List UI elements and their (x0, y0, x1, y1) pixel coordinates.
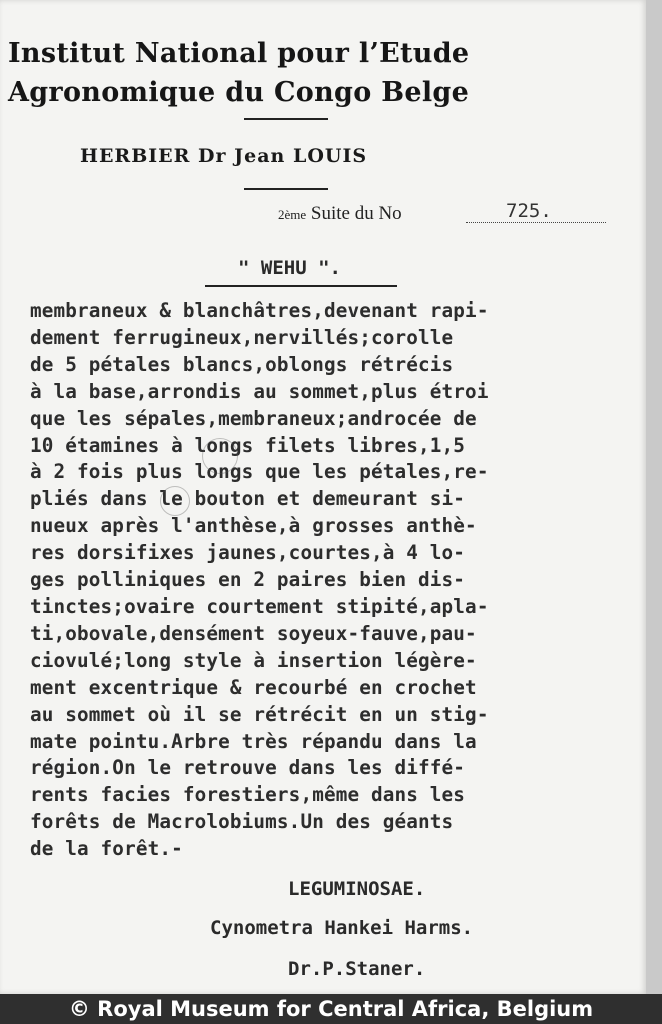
description-line: nueux après l'anthèse,à grosses anthè- (30, 514, 477, 538)
description-line: rents facies forestiers,même dans les (30, 783, 466, 807)
collector-name: Dr.P.Staner. (288, 958, 426, 980)
description-line: forêts de Macrolobiums.Un des géants (30, 810, 454, 834)
suite-superscript: 2ème (278, 207, 307, 222)
institute-line-1: Institut National pour l’Etude (8, 38, 470, 69)
description-line: région.On le retrouve dans les diffé- (30, 756, 466, 780)
description-line: que les sépales,membraneux;androcée de (30, 406, 477, 430)
description-line: au sommet où il se rétrécit en un stig- (30, 702, 489, 726)
description-line: pliés dans le bouton et demeurant si- (30, 487, 466, 511)
name-underline (205, 285, 397, 287)
description-line: membraneux & blanchâtres,devenant rapi- (30, 299, 489, 322)
header-divider-2 (244, 188, 328, 190)
family-name: LEGUMINOSAE. (288, 878, 426, 900)
header-divider-1 (244, 118, 328, 120)
faint-stamp-mark (160, 486, 190, 516)
description-line: 10 étamines à longs filets libres,1,5 (30, 433, 466, 457)
description-line: de la forêt.- (30, 837, 183, 861)
species-name: Cynometra Hankei Harms. (210, 917, 474, 939)
copyright-footer: © Royal Museum for Central Africa, Belgium (0, 994, 662, 1024)
description-line: tinctes;ovaire courtement stipité,apla- (30, 594, 489, 618)
description-line: à la base,arrondis au sommet,plus étroi (30, 379, 489, 403)
description-line: ment excentrique & recourbé en crochet (30, 675, 477, 699)
vernacular-name: " WEHU ". (238, 257, 341, 279)
specimen-number: 725. (466, 200, 606, 223)
suite-text: Suite du No (310, 203, 402, 224)
description-line: ciovulé;long style à insertion légère- (30, 648, 477, 672)
sheet-edge (646, 0, 662, 994)
description-line: ges polliniques en 2 paires bien dis- (30, 568, 466, 592)
description-line: à 2 fois plus longs que les pétales,re- (30, 460, 489, 484)
description-line: mate pointu.Arbre très répandu dans la (30, 729, 477, 753)
institute-line-2: Agronomique du Congo Belge (8, 77, 470, 108)
description-line: res dorsifixes jaunes,courtes,à 4 lo- (30, 541, 466, 565)
faint-stamp-mark (202, 438, 238, 474)
description-line: ti,obovale,densément soyeux-fauve,pau- (30, 621, 477, 645)
specimen-description (30, 298, 642, 863)
description-line: dement ferrugineux,nervillés;corolle (30, 325, 454, 349)
description-line: de 5 pétales blancs,oblongs rétrécis (30, 352, 454, 376)
suite-label (278, 203, 402, 225)
herbarium-title: HERBIER Dr Jean LOUIS (80, 145, 368, 167)
